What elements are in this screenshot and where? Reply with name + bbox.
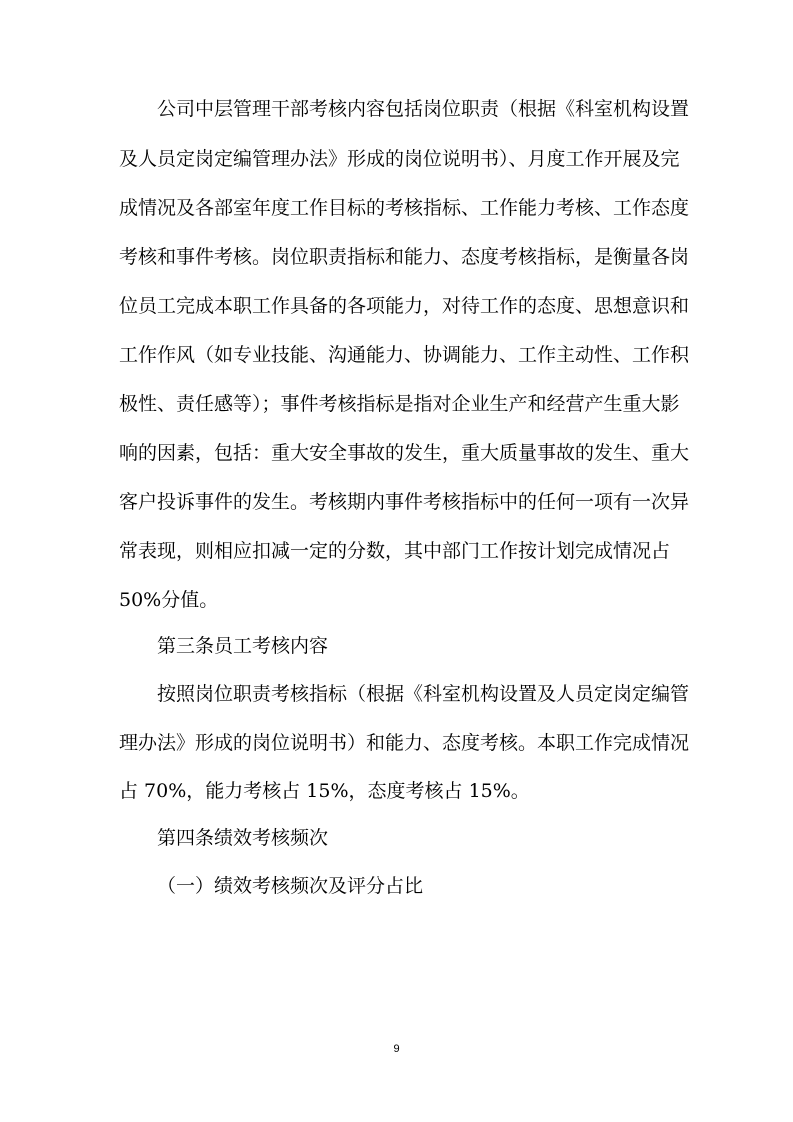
paragraph-1-line-1: 公司中层管理干部考核内容包括岗位职责（根据《科室机构设置 — [157, 98, 690, 120]
paragraph-1-line-6: 工作作风（如专业技能、沟通能力、协调能力、工作主动性、工作积 — [119, 344, 690, 366]
article-3-heading: 第三条员工考核内容 — [157, 635, 329, 657]
paragraph-2-line-1: 按照岗位职责考核指标（根据《科室机构设置及人员定岗定编管 — [157, 683, 690, 705]
paragraph-2-line-3: 占 70%，能力考核占 15%，态度考核占 15%。 — [119, 780, 530, 802]
paragraph-1-line-7: 极性、责任感等）；事件考核指标是指对企业生产和经营产生重大影 — [119, 393, 680, 415]
paragraph-1-line-9: 客户投诉事件的发生。考核期内事件考核指标中的任何一项有一次异 — [119, 491, 690, 513]
paragraph-1-line-3: 成情况及各部室年度工作目标的考核指标、工作能力考核、工作态度 — [119, 197, 690, 219]
paragraph-1-line-2: 及人员定岗定编管理办法》形成的岗位说明书）、月度工作开展及完 — [119, 148, 680, 170]
article-4-heading: 第四条绩效考核频次 — [157, 827, 329, 849]
page-number: 9 — [393, 1043, 400, 1055]
paragraph-1-line-10: 常表现，则相应扣减一定的分数，其中部门工作按计划完成情况占 — [119, 540, 671, 562]
paragraph-2-line-2: 理办法》形成的岗位说明书）和能力、态度考核。本职工作完成情况 — [119, 732, 690, 754]
paragraph-1-line-5: 位员工完成本职工作具备的各项能力，对待工作的态度、思想意识和 — [119, 295, 690, 317]
subheading-1: （一）绩效考核频次及评分占比 — [157, 875, 424, 897]
paragraph-1-line-4: 考核和事件考核。岗位职责指标和能力、态度考核指标，是衡量各岗 — [119, 246, 690, 268]
paragraph-1-line-8: 响的因素，包括：重大安全事故的发生，重大质量事故的发生、重大 — [119, 442, 690, 464]
paragraph-1-line-11: 50%分值。 — [119, 589, 219, 611]
